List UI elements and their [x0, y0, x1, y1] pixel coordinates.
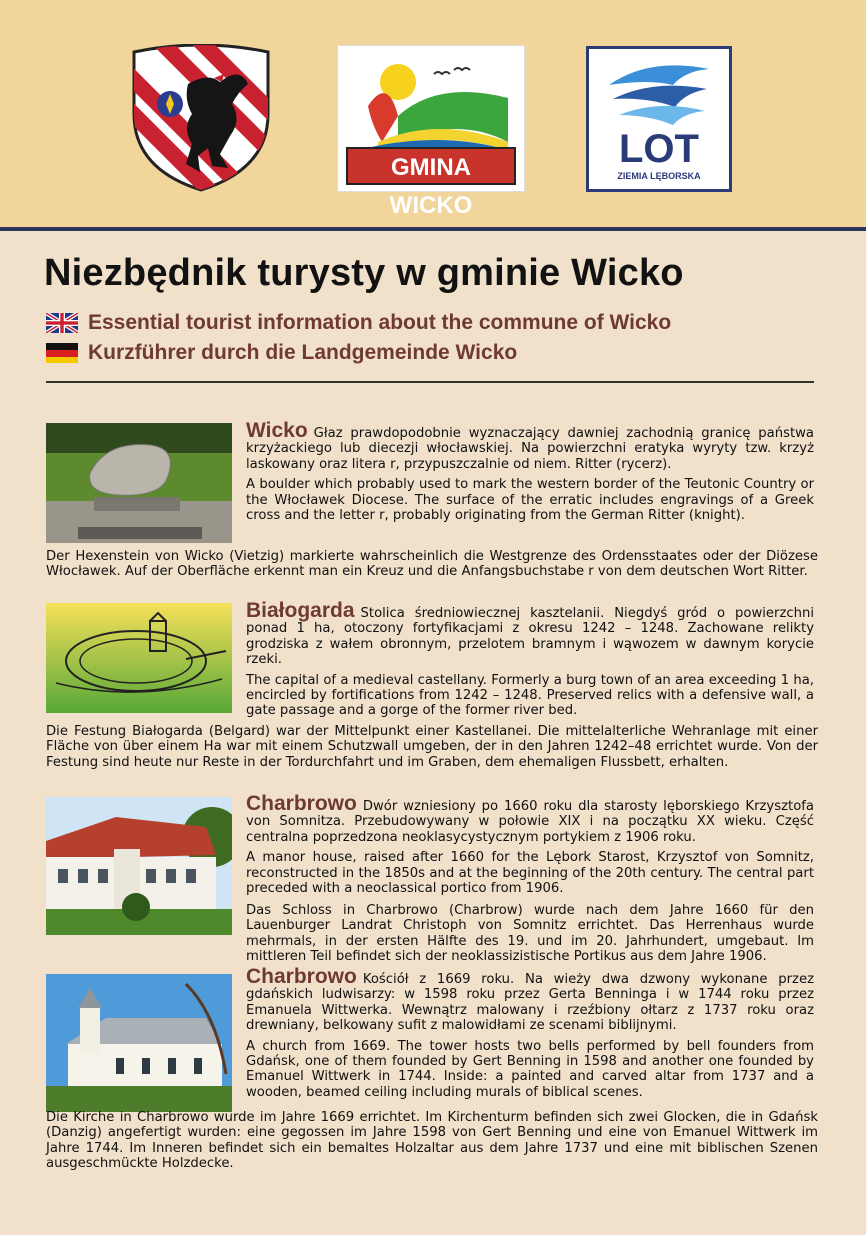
section-charbrowo-manor-de: Das Schloss in Charbrowo (Charbrow) wurde nach dem Jahre 1660 für den Lauenburger Landrat Christoph von Somnitz errichtet. Das Herrenhaus wurde mehrmals, in der ersten Hälfte des 19. und im 20. Jahrhundert, umgebaut. Im mittleren Teil befindet sich der neoklassizistische Portikus aus dem Jahre 1906.	[246, 903, 814, 965]
gmina-wicko-wordmark: GMINA WICKO	[346, 147, 516, 185]
uk-flag-icon	[46, 313, 78, 333]
section-charbrowo-manor-pl: Charbrowo Dwór wzniesiony po 1660 roku dla starosty lęborskiego Krzysztofa von Somnitza. Przebudowywany w połowie XIX i na początku XX wieku. Część centralna poprzedzona neoklasycystycznym portykiem z 1906 roku.	[246, 792, 814, 845]
lot-wordmark: LOT	[619, 127, 699, 171]
section-bialogarda-de: Die Festung Białogarda (Belgard) war der Mittelpunkt einer Kastellanei. Die mittelalterliche Wehranlage mit einer Fläche von über einem Ha war mit einem Schutzwall umgeben, der in den Jahren 1242–48 errichtet wurde. Von der Festung sind heute nur Reste in der Tordurchfahrt und im Graben, dem ehemaligen Flussbett, erhalten.	[46, 724, 818, 770]
section-wicko-en: A boulder which probably used to mark the western border of the Teutonic Country or the Włocławek Diocese. The surface of the erratic includes engravings of a Greek cross and the letter r, probably originating from the German Ritter (knight).	[246, 477, 814, 524]
section-wicko-pl: Wicko Głaz prawdopodobnie wyznaczający dawniej zachodnią granicę państwa krzyżackiego lub diecezji włocławskiej. Na powierzchni eratyka wyryty tzw. krzyż laskowany oraz litera r, przypuszczalnie od niem. Ritter (rycerz).	[246, 419, 814, 472]
section-charbrowo-manor-place: Charbrowo	[246, 792, 357, 815]
german-flag-icon	[46, 343, 78, 363]
photo-charbrowo-manor	[46, 797, 232, 935]
subtitle-german-text: Kurzführer durch die Landgemeinde Wicko	[88, 341, 518, 364]
section-bialogarda-side-text	[246, 599, 814, 724]
section-charbrowo-church-place: Charbrowo	[246, 965, 357, 988]
section-bialogarda-pl: Białogarda Stolica średniowiecznej kasztelanii. Niegdyś gród o powierzchni ponad 1 ha, otoczony fortyfikacjami z okresu 1242 – 1248. Zachowane relikty grodziska z wałem obronnym, przelotem bramnym i wąwozem w dawnym korycie rzeki.	[246, 599, 814, 668]
section-charbrowo-church-pl: Charbrowo Kościół z 1669 roku. Na wieży dwa dzwony wykonane przez gdańskich ludwisarzy: w 1598 roku przez Gerta Benninga i w 1744 roku przez Emanuela Wittwerka. Wewnątrz malowany i rzeźbiony ołtarz z 1737 roku oraz drewniany, belkowany sufit z malowidłami ze scenami biblijnymi.	[246, 965, 814, 1034]
subtitle-english	[46, 311, 671, 335]
photo-bialogarda-drawing	[46, 603, 232, 713]
gmina-wicko-logo	[337, 45, 525, 219]
section-charbrowo-church-de: Die Kirche in Charbrowo wurde im Jahre 1669 errichtet. Im Kirchenturm befinden sich zwei Glocken, die in Gdańsk (Danzig) angefertigt wurden: eine gegossen im Jahre 1598 von Gert Benning und eine von Emanuel Wittwerk im Jahre 1744. Im Inneren befindet sich ein bemaltes Holzaltar aus dem Jahre 1737 und eine mit biblischen Szenen ausgeschmückte Holzdecke.	[46, 1110, 818, 1172]
section-bialogarda-place: Białogarda	[246, 599, 355, 622]
title-divider	[46, 381, 814, 383]
coat-of-arms-logo	[128, 44, 274, 194]
photo-wicko-boulder	[46, 423, 232, 543]
lot-subtext: ZIEMIA LĘBORSKA	[617, 171, 701, 181]
section-wicko-de: Der Hexenstein von Wicko (Vietzig) markierte wahrscheinlich die Westgrenze des Ordensstaates oder der Diözese Włocławek. Auf der Oberfläche erkennt man ein Kreuz und die Anfangsbuchstabe r von dem deutschen Wort Ritter.	[46, 549, 818, 580]
section-charbrowo-church-en: A church from 1669. The tower hosts two bells performed by bell founders from Gdańsk, one of them founded by Gert Benning in 1598 and another one founded by Emanuel Wittwerk in 1744. Inside: a painted and carved altar from 1737 and a wooden, beamed ceiling including murals of biblical scenes.	[246, 1038, 814, 1100]
section-wicko-place: Wicko	[246, 419, 308, 442]
section-charbrowo-manor-en: A manor house, raised after 1660 for the Lębork Starost, Krzysztof von Somnitz, reconstructed in the 1850s and at the beginning of the 20th century. The central part preceded with a neoclassical portico from 1906.	[246, 850, 814, 897]
page-title: Niezbędnik turysty w gminie Wicko	[44, 252, 684, 294]
section-bialogarda-en: The capital of a medieval castellany. Formerly a burg town of an area exceeding 1 ha, encircled by fortifications from 1242 – 1248. Preserved relics with a defensive wall, a gate passage and a gorge of the former river bed.	[246, 672, 814, 719]
section-wicko-side-text	[246, 419, 814, 528]
section-charbrowo-church-side-text	[246, 965, 814, 1105]
section-charbrowo-manor-side-text	[246, 792, 814, 901]
photo-charbrowo-church	[46, 974, 232, 1112]
header-divider	[0, 227, 866, 231]
lot-ziemia-leborska-logo	[586, 46, 732, 192]
subtitle-german	[46, 341, 517, 365]
subtitle-english-text: Essential tourist information about the commune of Wicko	[88, 311, 672, 334]
